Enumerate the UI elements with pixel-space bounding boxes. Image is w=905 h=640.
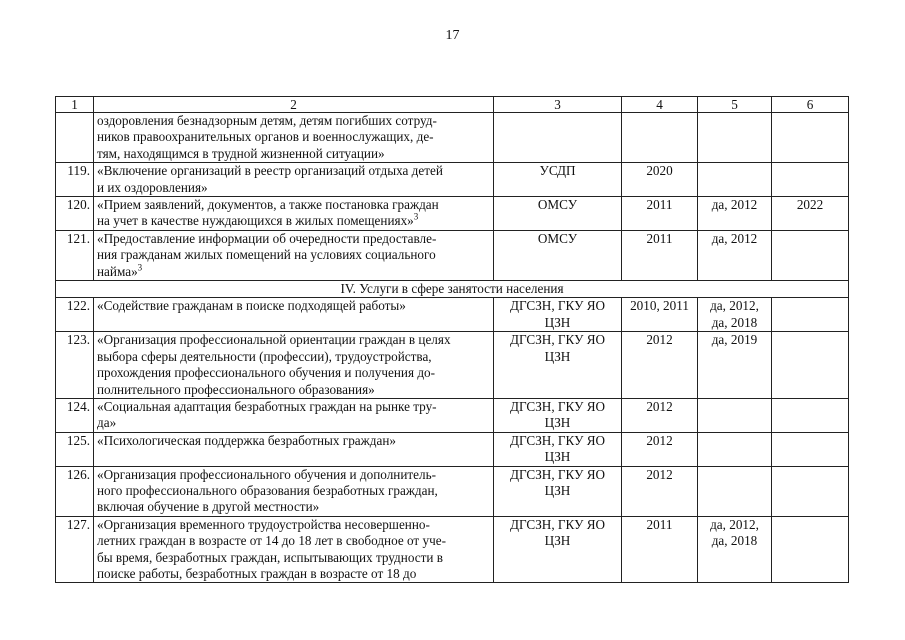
- table-row: [56, 466, 849, 516]
- year: 2012: [622, 466, 698, 516]
- desc-line: «Психологическая поддержка безработных граждан»: [97, 432, 396, 448]
- org-line: ДГСЗН, ГКУ ЯО: [509, 466, 606, 482]
- col5-value: [698, 163, 772, 197]
- desc-line: «Прием заявлений, документов, а также постановка граждан: [97, 197, 439, 213]
- table-row: [56, 516, 849, 583]
- responsible-org: [494, 516, 622, 583]
- year: 2020: [622, 163, 698, 197]
- header-col-3: 3: [494, 97, 622, 113]
- desc-line: ников правоохранительных органов и военнослужащих, де-: [97, 129, 434, 145]
- org-line: УСДП: [539, 163, 576, 179]
- org-line: ДГСЗН, ГКУ ЯО: [509, 298, 606, 314]
- desc-line: «Организация временного трудоустройства несовершенно-: [97, 516, 430, 532]
- table-row: [56, 298, 849, 332]
- year: 2010, 2011: [622, 298, 698, 332]
- header-col-2: 2: [94, 97, 494, 113]
- col5-line: да, 2012,: [710, 298, 759, 314]
- service-description: [94, 398, 494, 432]
- org-line: ДГСЗН, ГКУ ЯО: [509, 332, 606, 348]
- col6-value: [772, 332, 849, 399]
- col6-value: [772, 163, 849, 197]
- desc-line: «Организация профессиональной ориентации граждан в целях: [97, 332, 451, 348]
- col6-value: [772, 230, 849, 280]
- service-description: [94, 298, 494, 332]
- col5-value: [698, 197, 772, 231]
- org-line: ДГСЗН, ГКУ ЯО: [509, 432, 606, 448]
- col6-value: [772, 298, 849, 332]
- responsible-org: [494, 163, 622, 197]
- col5-value: [698, 466, 772, 516]
- col5-line: да, 2012: [711, 230, 758, 246]
- desc-line: ния гражданам жилых помещений на условиях социального: [97, 247, 436, 263]
- org-line: ЦЗН: [544, 314, 571, 330]
- service-description: [94, 432, 494, 466]
- col5-line: да, 2019: [711, 332, 758, 348]
- responsible-org: [494, 230, 622, 280]
- row-number: 123.: [56, 332, 94, 399]
- table-row: [56, 332, 849, 399]
- continuation-org: [494, 113, 622, 163]
- row-number: 121.: [56, 230, 94, 280]
- year: 2011: [622, 230, 698, 280]
- table-row: [56, 398, 849, 432]
- continuation-num: [56, 113, 94, 163]
- service-description: [94, 230, 494, 280]
- org-line: ЦЗН: [544, 449, 571, 465]
- row-number: 124.: [56, 398, 94, 432]
- continuation-col5: [698, 113, 772, 163]
- org-line: ДГСЗН, ГКУ ЯО: [509, 516, 606, 532]
- col5-value: [698, 298, 772, 332]
- col5-value: [698, 432, 772, 466]
- org-line: ЦЗН: [544, 415, 571, 431]
- header-col-6: 6: [772, 97, 849, 113]
- table-row: [56, 230, 849, 280]
- header-col-4: 4: [622, 97, 698, 113]
- col5-value: [698, 398, 772, 432]
- rows-group-b: [56, 298, 849, 583]
- year: 2012: [622, 398, 698, 432]
- responsible-org: [494, 466, 622, 516]
- row-number: 120.: [56, 197, 94, 231]
- desc-line: «Содействие гражданам в поиске подходящей работы»: [97, 298, 406, 314]
- desc-line: и их оздоровления»: [97, 179, 208, 195]
- year: 2012: [622, 332, 698, 399]
- desc-line: поиске работы, безработных граждан в возрасте от 18 до: [97, 565, 417, 581]
- year: 2011: [622, 516, 698, 583]
- col6-value: [772, 466, 849, 516]
- desc-line: ного профессионального образования безработных граждан,: [97, 482, 438, 498]
- responsible-org: [494, 332, 622, 399]
- org-line: ОМСУ: [537, 197, 578, 213]
- row-number: 127.: [56, 516, 94, 583]
- continuation-desc: [94, 113, 494, 163]
- org-line: ЦЗН: [544, 533, 571, 549]
- services-table: [55, 96, 849, 583]
- row-number: 119.: [56, 163, 94, 197]
- desc-line: «Организация профессионального обучения и дополнитель-: [97, 466, 436, 482]
- table-row: [56, 163, 849, 197]
- col5-line: да, 2012: [711, 197, 758, 213]
- org-line: ЦЗН: [544, 482, 571, 498]
- col6-value: [772, 516, 849, 583]
- section-row: [56, 281, 849, 298]
- header-col-1: 1: [56, 97, 94, 113]
- desc-line: тям, находящимся в трудной жизненной ситуации»: [97, 145, 385, 161]
- col6-value: 2022: [772, 197, 849, 231]
- desc-line: выбора сферы деятельности (профессии), трудоустройства,: [97, 348, 432, 364]
- col6-value: [772, 432, 849, 466]
- row-number: 126.: [56, 466, 94, 516]
- col5-value: [698, 516, 772, 583]
- org-line: ДГСЗН, ГКУ ЯО: [509, 398, 606, 414]
- header-col-5: 5: [698, 97, 772, 113]
- desc-line: «Социальная адаптация безработных граждан на рынке тру-: [97, 398, 437, 414]
- col6-value: [772, 398, 849, 432]
- desc-line-wrap: [97, 213, 490, 229]
- year: 2011: [622, 197, 698, 231]
- desc-line-wrap: [97, 264, 490, 280]
- responsible-org: [494, 298, 622, 332]
- service-description: [94, 516, 494, 583]
- service-description: [94, 197, 494, 231]
- responsible-org: [494, 197, 622, 231]
- service-description: [94, 466, 494, 516]
- col5-value: [698, 332, 772, 399]
- org-line: ЦЗН: [544, 348, 571, 364]
- desc-line: на учет в качестве нуждающихся в жилых помещениях»: [97, 213, 414, 229]
- page-number: 17: [445, 28, 460, 43]
- col5-value: [698, 230, 772, 280]
- row-number: 125.: [56, 432, 94, 466]
- table-row: [56, 197, 849, 231]
- header-row: [56, 97, 849, 113]
- desc-line: «Предоставление информации об очередности предоставле-: [97, 230, 437, 246]
- footnote-mark: 3: [137, 262, 143, 273]
- table-row: [56, 432, 849, 466]
- desc-line: бы время, безработных граждан, испытывающих трудности в: [97, 549, 443, 565]
- service-description: [94, 163, 494, 197]
- desc-line: летних граждан в возрасте от 14 до 18 лет в свободное от уче-: [97, 533, 446, 549]
- desc-line: полнительного профессионального образования»: [97, 381, 375, 397]
- section-title: IV. Услуги в сфере занятости населения: [56, 281, 849, 298]
- service-description: [94, 332, 494, 399]
- desc-line: включая обучение в другой местности»: [97, 499, 320, 515]
- col5-line: да, 2018: [711, 314, 758, 330]
- row-number: 122.: [56, 298, 94, 332]
- desc-line: да»: [97, 415, 117, 431]
- col5-line: да, 2018: [711, 533, 758, 549]
- year: 2012: [622, 432, 698, 466]
- responsible-org: [494, 432, 622, 466]
- rows-group-a: [56, 163, 849, 281]
- desc-line: «Включение организаций в реестр организаций отдыха детей: [97, 163, 443, 179]
- responsible-org: [494, 398, 622, 432]
- continuation-year: [622, 113, 698, 163]
- desc-line: найма»: [97, 263, 138, 279]
- org-line: ОМСУ: [537, 230, 578, 246]
- continuation-row: [56, 113, 849, 163]
- desc-line: прохождения профессионального обучения и получения до-: [97, 365, 436, 381]
- continuation-col6: [772, 113, 849, 163]
- desc-line: оздоровления безнадзорным детям, детям погибших сотруд-: [97, 113, 437, 128]
- footnote-mark: 3: [413, 212, 419, 223]
- col5-line: да, 2012,: [710, 516, 759, 532]
